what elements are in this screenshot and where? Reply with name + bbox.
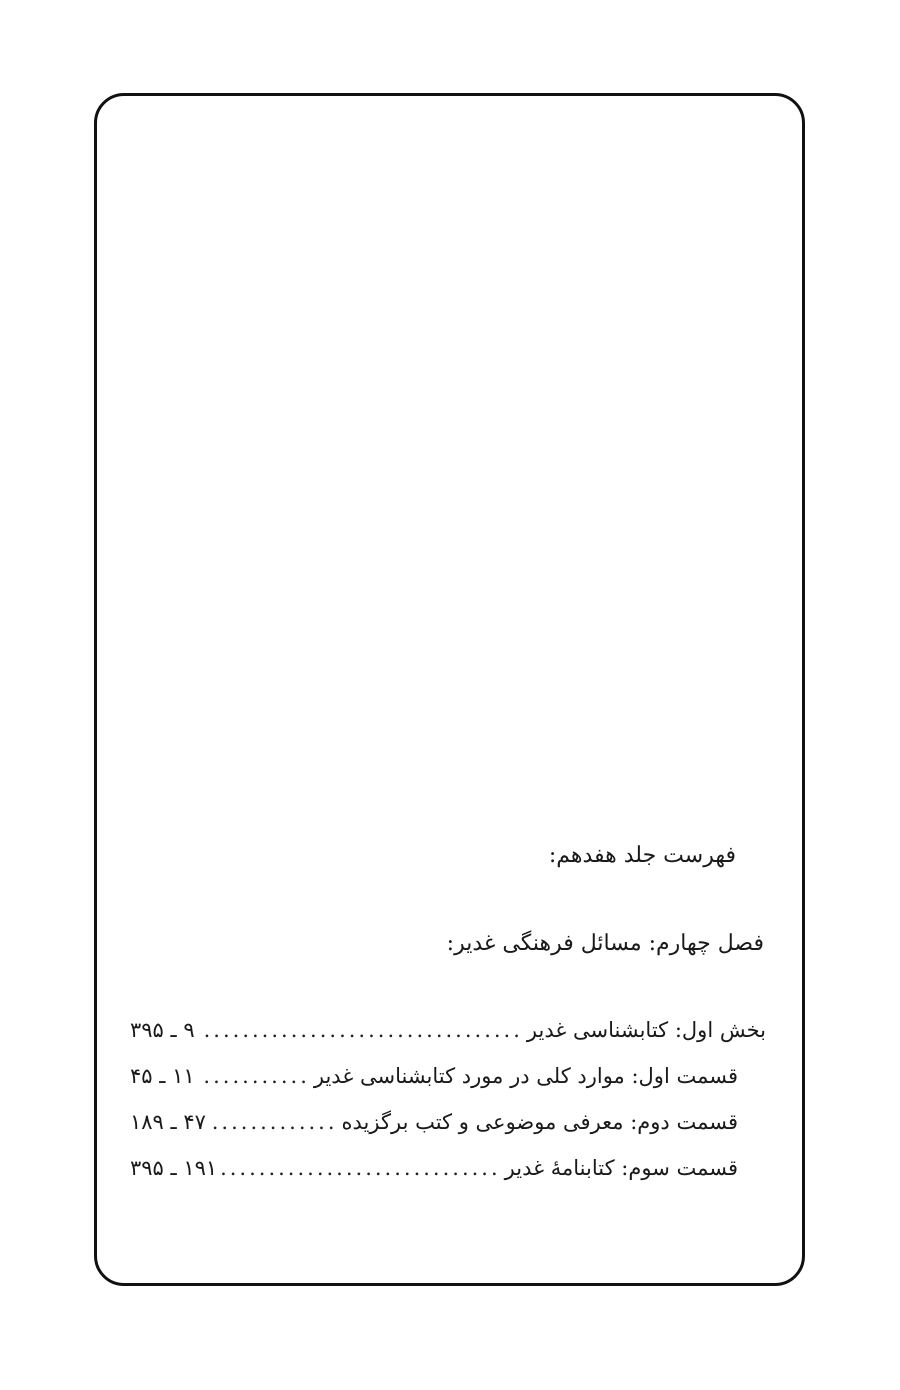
toc-entry-pages: ۹ ـ ۳۹۵ xyxy=(130,1018,195,1042)
toc-entry-pages: ۴۷ ـ ۱۸۹ xyxy=(130,1110,206,1134)
toc-entry-section-three xyxy=(130,1156,766,1202)
toc-entry-pages: ۱۱ ـ ۴۵ xyxy=(130,1064,195,1088)
toc-entry-title: قسمت اول: موارد کلی در مورد کتابشناسی غدیر xyxy=(313,1064,738,1088)
toc-dot-leader xyxy=(199,1018,523,1042)
toc-dot-leader xyxy=(210,1110,338,1134)
toc-dot-leader xyxy=(199,1064,310,1088)
toc-entry-title: قسمت دوم: معرفی موضوعی و کتب برگزیده xyxy=(341,1110,738,1134)
toc-dot-leader xyxy=(221,1156,500,1180)
volume-heading: فهرست جلد هفدهم: xyxy=(548,843,736,868)
toc-entry-section-one xyxy=(130,1064,766,1110)
toc-entry-section-two xyxy=(130,1110,766,1156)
toc-entry-title: بخش اول: کتابشناسی غدیر xyxy=(526,1018,766,1042)
toc-entry-pages: ۱۹۱ ـ ۳۹۵ xyxy=(130,1156,218,1180)
table-of-contents xyxy=(130,1018,766,1202)
toc-entry-title: قسمت سوم: کتابنامهٔ غدیر xyxy=(504,1156,738,1180)
chapter-heading: فصل چهارم: مسائل فرهنگی غدیر: xyxy=(446,931,764,956)
toc-entry-part-one xyxy=(130,1018,766,1064)
